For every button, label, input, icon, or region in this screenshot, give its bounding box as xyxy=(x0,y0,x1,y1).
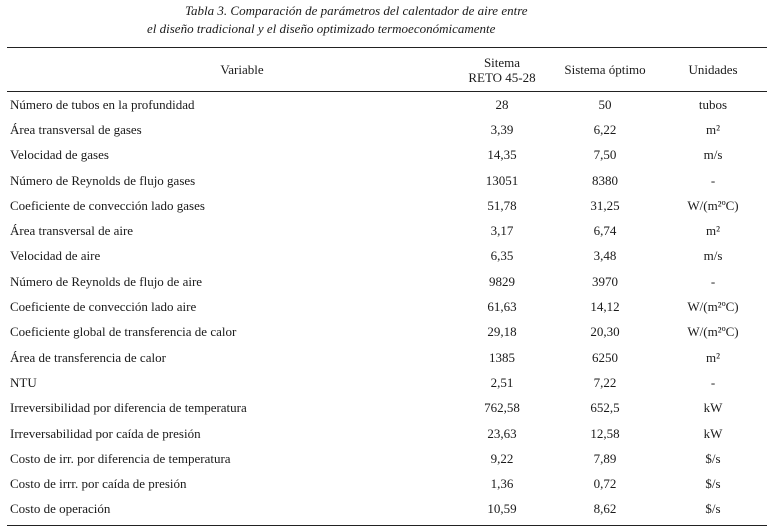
table-row xyxy=(7,320,767,345)
cell-variable: Velocidad de gases xyxy=(10,147,109,163)
cell-variable: Coeficiente de convección lado gases xyxy=(10,197,205,213)
table-row xyxy=(7,446,767,471)
cell-optimo: 50 xyxy=(598,96,612,112)
cell-unidades: W/(m²ºC) xyxy=(687,299,739,315)
cell-optimo: 8380 xyxy=(592,172,618,188)
cell-unidades: W/(m²ºC) xyxy=(687,197,739,213)
cell-unidades: kW xyxy=(703,425,723,441)
table-row xyxy=(7,421,767,446)
header-optimo: Sistema óptimo xyxy=(564,62,646,77)
cell-unidades: m² xyxy=(705,349,720,365)
header-unidades: Unidades xyxy=(688,62,738,77)
cell-variable: Número de Reynolds de flujo de aire xyxy=(10,273,203,289)
cell-variable: Número de Reynolds de flujo gases xyxy=(10,172,196,188)
cell-reto: 1,36 xyxy=(490,476,514,492)
cell-reto: 29,18 xyxy=(487,324,517,340)
cell-reto: 10,59 xyxy=(487,501,517,517)
cell-optimo: 7,22 xyxy=(593,374,617,390)
cell-optimo: 7,50 xyxy=(593,147,617,163)
header-variable: Variable xyxy=(220,62,264,77)
cell-variable: Irreversibilidad por diferencia de temperatura xyxy=(10,400,247,416)
cell-optimo: 12,58 xyxy=(590,425,620,441)
table-row xyxy=(7,92,767,117)
cell-unidades: W/(m²ºC) xyxy=(687,324,739,340)
cell-reto: 9829 xyxy=(489,273,515,289)
table-row xyxy=(7,168,767,193)
table-row xyxy=(7,244,767,269)
table-row xyxy=(7,143,767,168)
table-header xyxy=(7,48,767,91)
cell-reto: 13051 xyxy=(485,172,519,188)
cell-optimo: 8,62 xyxy=(593,501,617,517)
cell-variable: Costo de irrr. por caída de presión xyxy=(10,476,187,492)
cell-variable: Área transversal de gases xyxy=(10,121,142,137)
cell-unidades: m/s xyxy=(703,248,723,264)
table-row xyxy=(7,471,767,496)
table-bottom-rule xyxy=(7,525,767,526)
cell-optimo: 3970 xyxy=(592,273,618,289)
table-row xyxy=(7,497,767,522)
table-row xyxy=(7,294,767,319)
cell-optimo: 6,74 xyxy=(593,223,617,239)
cell-reto: 61,63 xyxy=(487,299,517,315)
cell-variable: Irreversabilidad por caída de presión xyxy=(10,425,201,441)
cell-unidades: tubos xyxy=(698,96,728,112)
cell-reto: 14,35 xyxy=(487,147,517,163)
table-row xyxy=(7,345,767,370)
caption-line-1: Tabla 3. Comparación de parámetros del calentador de aire entre xyxy=(185,3,528,18)
cell-reto: 28 xyxy=(495,96,509,112)
cell-reto: 2,51 xyxy=(490,374,514,390)
table-row xyxy=(7,269,767,294)
cell-reto: 762,58 xyxy=(484,400,520,416)
cell-unidades: $/s xyxy=(705,476,721,492)
cell-unidades: $/s xyxy=(705,501,721,517)
table-row xyxy=(7,117,767,142)
cell-variable: Velocidad de aire xyxy=(10,248,101,264)
cell-unidades: $/s xyxy=(705,450,721,466)
cell-unidades: m² xyxy=(705,223,720,239)
cell-reto: 1385 xyxy=(489,349,515,365)
cell-variable: NTU xyxy=(10,374,37,390)
cell-reto: 23,63 xyxy=(487,425,517,441)
cell-optimo: 14,12 xyxy=(590,299,620,315)
cell-reto: 3,17 xyxy=(490,223,514,239)
header-reto: Sitema RETO 45-28 xyxy=(468,54,536,85)
cell-variable: Coeficiente global de transferencia de calor xyxy=(10,324,237,340)
table-row xyxy=(7,396,767,421)
cell-variable: Número de tubos en la profundidad xyxy=(10,96,195,112)
cell-variable: Costo de operación xyxy=(10,501,111,517)
table-body xyxy=(7,92,767,522)
cell-reto: 6,35 xyxy=(490,248,514,264)
cell-reto: 9,22 xyxy=(490,450,514,466)
cell-optimo: 652,5 xyxy=(590,400,620,416)
cell-optimo: 6,22 xyxy=(593,121,617,137)
cell-unidades: m² xyxy=(705,121,720,137)
cell-variable: Área de transferencia de calor xyxy=(10,349,166,365)
table-row xyxy=(7,370,767,395)
cell-reto: 51,78 xyxy=(487,197,517,213)
cell-variable: Costo de irr. por diferencia de temperatura xyxy=(10,450,231,466)
table-row xyxy=(7,193,767,218)
cell-variable: Área transversal de aire xyxy=(10,223,134,239)
cell-optimo: 3,48 xyxy=(593,248,617,264)
cell-unidades: kW xyxy=(703,400,723,416)
cell-unidades: - xyxy=(710,374,716,390)
cell-optimo: 20,30 xyxy=(590,324,620,340)
cell-variable: Coeficiente de convección lado aire xyxy=(10,299,197,315)
cell-optimo: 0,72 xyxy=(593,476,617,492)
table-row xyxy=(7,218,767,243)
cell-unidades: - xyxy=(710,273,716,289)
cell-optimo: 6250 xyxy=(592,349,618,365)
cell-unidades: - xyxy=(710,172,716,188)
table-caption xyxy=(0,2,774,38)
cell-reto: 3,39 xyxy=(490,121,514,137)
caption-line-2: el diseño tradicional y el diseño optimizado termoeconómicamente xyxy=(147,21,496,36)
cell-optimo: 7,89 xyxy=(593,450,617,466)
cell-optimo: 31,25 xyxy=(590,197,620,213)
cell-unidades: m/s xyxy=(703,147,723,163)
